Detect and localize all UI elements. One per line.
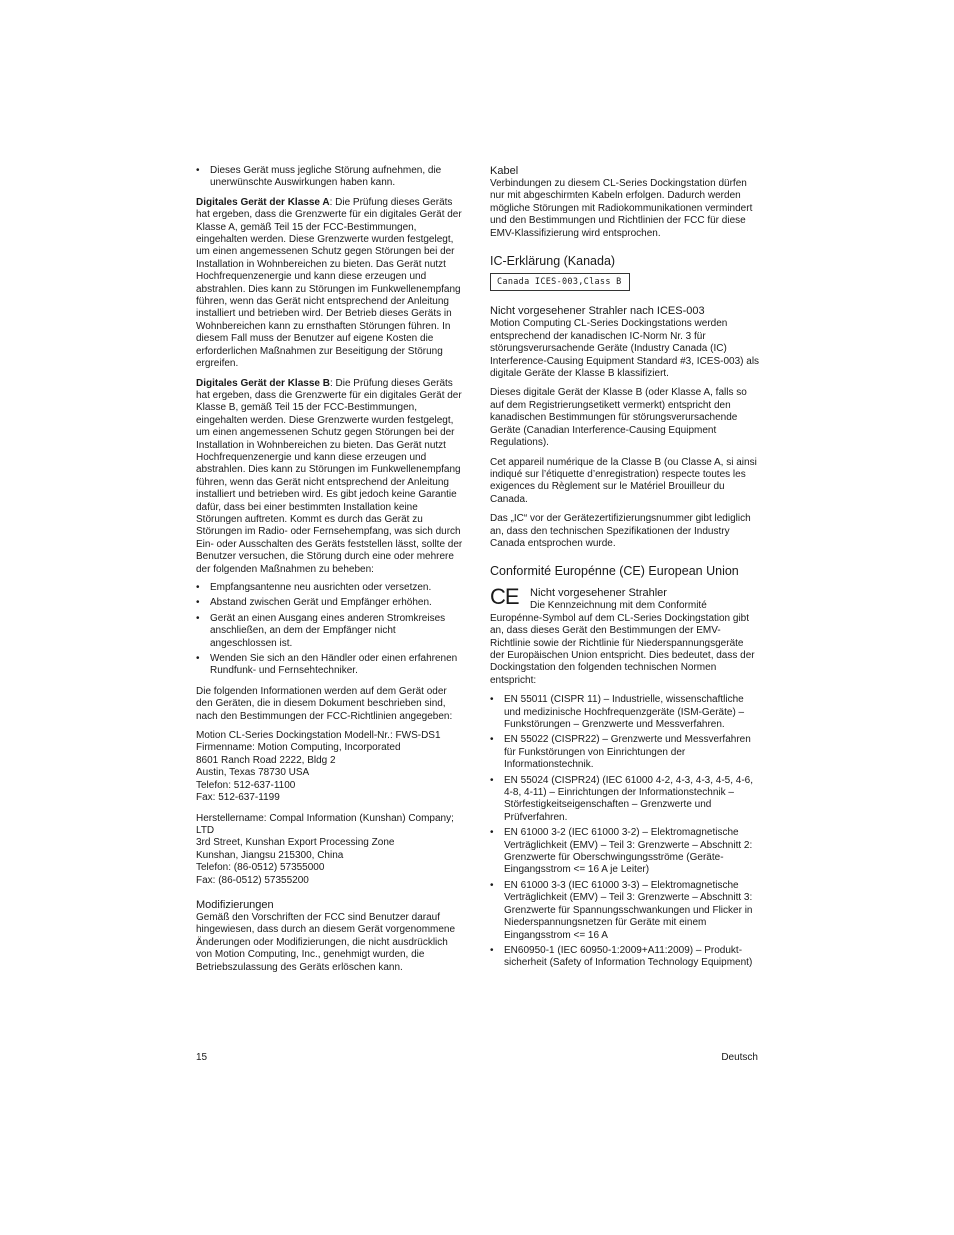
list-item: • EN 55011 (CISPR 11) – Industrielle, wissenschaftliche und medizinische Hochfrequenzgeräte (ISM-Geräte) – Funkstörungen – Grenzwerte und Messverfahren.	[490, 694, 760, 731]
address-line: Telefon: (86-0512) 57355000	[196, 862, 325, 874]
class-a-paragraph	[196, 197, 464, 371]
ices-text: Motion Computing CL-Series Dockingstations werden entsprechend der kanadischen IC-Norm Nr. 3 für störungsverursachende Geräte (Industry Canada (IC) Interference-Causing Equipment Standard #3, ICES-003) als digitale Geräte der Klasse B klassifiziert.	[490, 318, 760, 380]
address-line: Motion CL-Series Dockingstation Modell-Nr.: FWS-DS1	[196, 730, 441, 742]
kabel-title: Kabel	[490, 165, 519, 177]
address-line: Telefon: 512-637-1100	[196, 779, 296, 791]
address-line: 3rd Street, Kunshan Export Processing Zone	[196, 837, 395, 849]
ce-title: Conformité Europénne (CE) European Union	[490, 564, 739, 579]
ices-label-box: Canada ICES-003,Class B	[490, 273, 630, 291]
class-b-text: : Die Prüfung dieses Geräts hat ergeben, dass die Grenzwerte für ein digitales Gerät der Klasse B, gemäß Teil 15 der FCC-Bestimmungen, eingehalten werden. Diese Grenzwerte wurden festgelegt, um einen angemessenen Schutz gegen Störungen bei der Installation in Wohnbereichen zu bieten. Das Gerät nutzt Hochfrequenzenergie und kann diese erzeugen und abstrahlen. Dies kann zu Störungen im Funkwellenempfang führen, wenn das Gerät nicht entsprechend der Anleitung installiert und betrieben wird. Es gibt jedoch keine Garantie dafür, dass bei einer bestimmten Installation keine Störungen auftreten. Kommt es durch das Gerät zu Störungen im Radio- oder Fernsehempfang, was sich durch Ein- oder Ausschalten des Geräts feststellen lässt, sollte der Benutzer versuchen, die Störung durch eine oder mehrere der folgenden Maßnahmen zu beheben:	[196, 377, 463, 575]
list-item: • EN 61000 3-3 (IEC 61000 3-3) – Elektromagnetische Verträglichkeit (EMV) – Teil 3: Grenzwerte – Abschnitt 3: Grenzwerte für Spannungsschwankungen und Flicker in Niederspannungsnetzen für Geräte mit einem Eingangsstrom <= 16 A	[490, 880, 760, 942]
ce-subtitle: Nicht vorgesehener Strahler	[530, 587, 667, 600]
modifications-title: Modifizierungen	[196, 898, 274, 911]
list-item: • Wenden Sie sich an den Händler oder einen erfahrenen Rundfunk- und Fernsehtechniker.	[196, 653, 464, 678]
address-line: Fax: (86-0512) 57355200	[196, 874, 309, 886]
ce-mark-icon: CE	[490, 584, 519, 610]
address-line: Herstellername: Compal Information (Kunshan) Company; LTD	[196, 812, 454, 836]
kabel-text: Verbindungen zu diesem CL-Series Dockingstation dürfen nur mit abgeschirmten Kabeln erfolgen. Dadurch werden mögliche Störungen mit Radiokommunikationen vermindert und den Bestimmungen und Richtlinien der FCC für diese EMV-Klassifizierung wird entsprochen.	[490, 178, 753, 239]
class-b-title: Digitales Gerät der Klasse B	[196, 377, 330, 389]
ices-paragraph-3: Cet appareil numérique de la Classe B (ou Classe A, si ainsi indiqué sur l’étiquette d’enregistration) respecte toutes les exigences du Règlement sur le Matériel Brouilleur du Canada.	[490, 456, 757, 505]
list-item: • EN 55022 (CISPR22) – Grenzwerte und Messverfahren für Funkstörungen von Einrichtungen der Informationstechnik.	[490, 734, 760, 771]
address-line: 8601 Ranch Road 2222, Bldg 2	[196, 754, 336, 766]
address-motion	[196, 730, 464, 804]
address-line: Austin, Texas 78730 USA	[196, 767, 310, 779]
ce-text-content: Die Kennzeichnung mit dem Conformité Europénne-Symbol auf dem CL-Series Dockingstation gibt an, dass dieses Gerät den Bestimmungen der EMV-Richtlinie sowie der Richtlinie für Niederspannungsgeräte der Europäischen Union entspricht. Dies bedeutet, dass der Dockingstation den folgenden technischen Normen entspricht:	[490, 600, 755, 686]
ic-title: IC-Erklärung (Kanada)	[490, 254, 616, 269]
list-item: • EN 61000 3-2 (IEC 61000 3-2) – Elektromagnetische Verträglichkeit (EMV) – Teil 3: Grenzwerte – Abschnitt 2: Grenzwerte für Oberschwingungsströme (Geräte-Eingangsstrom <= 16 A je Leiter)	[490, 827, 760, 877]
ce-text	[490, 600, 760, 687]
page-number: 15	[196, 1052, 208, 1063]
ices-paragraph-4: Das „IC“ vor der Gerätezertifizierungsnummer gibt lediglich an, dass den technischen Spezifikationen der Industry Canada entsprochen wurde.	[490, 513, 751, 549]
left-column	[196, 165, 464, 981]
list-item: • Abstand zwischen Gerät und Empfänger erhöhen.	[196, 597, 464, 609]
ices-title: Nicht vorgesehener Strahler nach ICES-003	[490, 305, 705, 318]
list-item: • Gerät an einen Ausgang eines anderen Stromkreises anschließen, an dem der Empfänger nicht angeschlossen ist.	[196, 613, 464, 650]
address-line: Fax: 512-637-1199	[196, 792, 280, 804]
address-line: Firmenname: Motion Computing, Incorporated	[196, 742, 401, 754]
measures-list	[196, 582, 464, 678]
info-intro: Die folgenden Informationen werden auf dem Gerät oder den Geräten, die in diesem Dokument beschrieben sind, nach den Bestimmungen der FCC-Richtlinien angegeben:	[196, 685, 453, 722]
class-a-title: Digitales Gerät der Klasse A	[196, 196, 330, 208]
norms-list	[490, 694, 760, 970]
footer-language: Deutsch	[721, 1052, 758, 1063]
list-item: • Dieses Gerät muss jegliche Störung aufnehmen, die unerwünschte Auswirkungen haben kann.	[196, 165, 464, 190]
list-item: • Empfangsantenne neu ausrichten oder versetzen.	[196, 582, 464, 594]
bullet-list-top	[196, 165, 464, 190]
modifications-text: Gemäß den Vorschriften der FCC sind Benutzer darauf hingewiesen, dass durch an diesem Gerät vorgenommene Änderungen oder Modifizierungen, die nicht ausdrücklich von Motion Computing, Inc., genehmigt wurden, die Betriebszulassung des Geräts erlöschen kann.	[196, 911, 456, 973]
class-b-paragraph	[196, 378, 464, 577]
address-compal	[196, 813, 464, 887]
ce-block	[490, 584, 760, 687]
class-a-text: : Die Prüfung dieses Geräts hat ergeben, dass die Grenzwerte für ein digitales Gerät der Klasse A, gemäß Teil 15 der FCC-Bestimmungen, eingehalten werden. Diese Grenzwerte wurden festgelegt, um einen angemessenen Schutz gegen Störungen bei der Installation in Wohnbereichen zu bieten. Das Gerät nutzt Hochfrequenzenergie und kann diese erzeugen und abstrahlen. Dies kann zu Störungen im Funkwellenempfang führen, wenn das Gerät nicht entsprechend der Anleitung installiert und betrieben wird. Der Betrieb dieses Geräts in Wohnbereichen kann zu ernsthaften Störungen führen. In diesem Fall muss der Benutzer auf eigene Kosten die erforderlichen Maßnahmen zur Beseitigung der Störung ergreifen.	[196, 196, 462, 370]
address-line: Kunshan, Jiangsu 215300, China	[196, 849, 344, 861]
ices-paragraph-2: Dieses digitale Gerät der Klasse B (oder Klasse A, falls so auf dem Registrierungsetikett vermerkt) entspricht den kanadischen Bestimmungen für störungsverursachende Geräte (Canadian Interference-Causing Equipment Regulations).	[490, 387, 747, 449]
list-item: • EN 55024 (CISPR24) (IEC 61000 4-2, 4-3, 4-3, 4-5, 4-6, 4-8, 4-11) – Einrichtungen der Informationstechnik – Störfestigkeitseigenschaften – Grenzwerte und Prüfverfahren.	[490, 775, 760, 825]
right-column	[490, 165, 760, 977]
list-item: • EN60950-1 (IEC 60950-1:2009+A11:2009) – Produkt-sicherheit (Safety of Information Technology Equipment)	[490, 945, 760, 970]
